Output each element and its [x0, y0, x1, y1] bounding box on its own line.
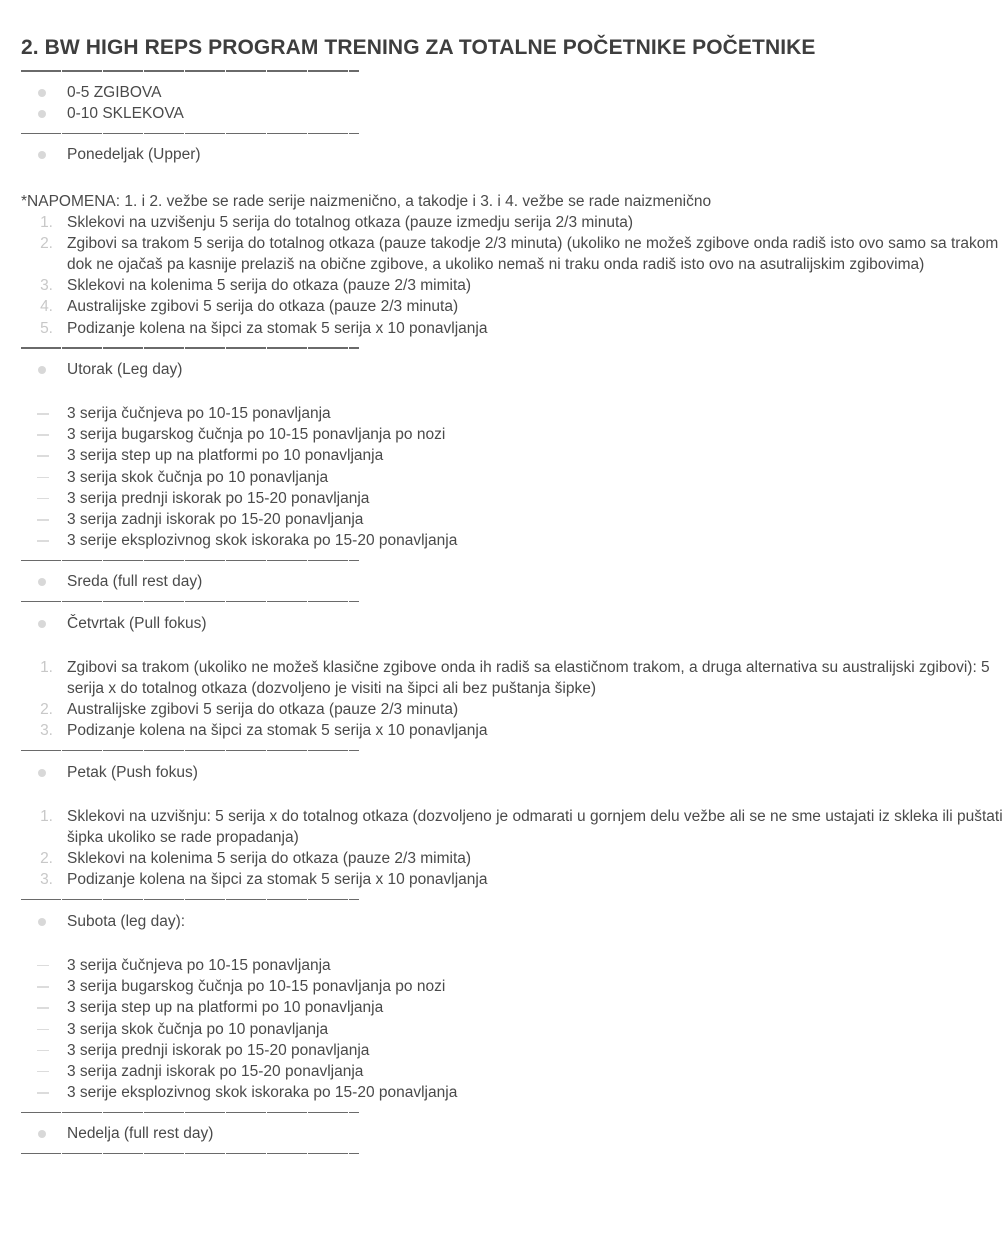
dash-icon: [37, 455, 49, 457]
item-text: Zgibovi sa trakom (ukoliko ne možeš klasične zgibove onda ih radiš sa elastičnom trakom, a druga alternativa su australijski zgibovi): 5 serija x do totalnog otkaza (dozvoljeno je visiti na šipci ali bez puštanja šipke): [67, 658, 990, 698]
friday-exercise-list: [21, 806, 1005, 891]
list-item: [21, 488, 1005, 509]
list-item: [21, 212, 1005, 233]
item-text: Australijske zgibovi 5 serija do otkaza (pauze 2/3 minuta): [67, 701, 459, 719]
saturday-exercise-list: [21, 955, 1005, 1103]
item-text: 3 serija zadnji iskorak po 15-20 ponavljanja: [67, 511, 364, 529]
item-text: Sklekovi na kolenima 5 serija do otkaza (pauze 2/3 mimita): [67, 277, 472, 295]
dash-icon: [37, 1029, 49, 1031]
item-text: 3 serija zadnji iskorak po 15-20 ponavljanja: [67, 1062, 364, 1080]
item-text: 3 serija skok čučnja po 10 ponavljanja: [67, 1020, 329, 1038]
list-number: 3.: [40, 871, 53, 889]
divider: [21, 551, 1005, 571]
list-item: [21, 424, 1005, 445]
divider: [21, 593, 1005, 613]
item-text: 3 serija bugarskog čučnja po 10-15 ponavljanja po nozi: [67, 426, 446, 444]
list-item: [21, 997, 1005, 1018]
list-item: [21, 1061, 1005, 1082]
day-label: Utorak (Leg day): [67, 360, 183, 378]
list-item: [21, 657, 1005, 699]
item-text: 3 serija čučnjeva po 10-15 ponavljanja: [67, 405, 331, 423]
list-number: 5.: [40, 319, 53, 337]
item-text: 0-5 ZGIBOVA: [67, 84, 162, 101]
item-text: Podizanje kolena na šipci za stomak 5 serija x 10 ponavljanja: [67, 722, 488, 740]
day-label: Sreda (full rest day): [67, 573, 203, 591]
item-text: 3 serija step up na platformi po 10 ponavljanja: [67, 999, 384, 1017]
list-item: [21, 1019, 1005, 1040]
list-item: [21, 318, 1005, 339]
dash-icon: [37, 498, 49, 500]
bullet-icon: [38, 1130, 46, 1138]
dash-icon: [37, 519, 49, 521]
list-item: [21, 509, 1005, 530]
list-item: [21, 848, 1005, 869]
bullet-icon: [38, 110, 46, 118]
list-number: 2.: [40, 701, 53, 719]
day-heading-monday: [21, 144, 1005, 165]
item-text: Zgibovi sa trakom 5 serija do totalnog otkaza (pauze takodje 2/3 minuta) (ukoliko ne možeš zgibove onda radiš isto ovo samo sa trakom dok ne ojačaš pa kasnije prelaziš na obične zgibove, a ukoliko nemaš ni traku onda radiš isto ovo na asutralijskim zgibovima): [67, 234, 999, 274]
divider: [21, 124, 1005, 144]
divider: [21, 1103, 1005, 1123]
list-item: [21, 955, 1005, 976]
day-heading-saturday: [21, 911, 1005, 932]
item-text: Australijske zgibovi 5 serija do otkaza (pauze 2/3 minuta): [67, 298, 459, 316]
dash-icon: [37, 986, 49, 988]
list-item: [21, 1082, 1005, 1103]
item-text: Sklekovi na kolenima 5 serija do otkaza (pauze 2/3 mimita): [67, 850, 472, 868]
list-item: [21, 699, 1005, 720]
list-item: [21, 806, 1005, 848]
item-text: 3 serije eksplozivnog skok iskoraka po 15-20 ponavljanja: [67, 1084, 458, 1102]
tuesday-exercise-list: [21, 403, 1005, 551]
day-label: Nedelja (full rest day): [67, 1125, 214, 1143]
day-heading-thursday: [21, 613, 1005, 634]
day-label: Četvrtak (Pull fokus): [67, 614, 207, 632]
list-item: [21, 445, 1005, 466]
dash-icon: [37, 1007, 49, 1009]
day-heading-friday: [21, 762, 1005, 783]
day-label: Ponedeljak (Upper): [67, 146, 201, 164]
dash-icon: [37, 540, 49, 542]
dash-icon: [37, 434, 49, 436]
item-text: Sklekovi na uzvišnju: 5 serija x do totalnog otkaza (dozvoljeno je odmarati u gornjem delu vežbe ali se ne sme ustajati iz skleka ili puštati šipka ukoliko se rade propadanja): [67, 807, 1003, 847]
list-item: [21, 275, 1005, 296]
monday-exercise-list: [21, 212, 1005, 339]
list-item: [21, 403, 1005, 424]
item-text: 3 serije eksplozivnog skok iskoraka po 15-20 ponavljanja: [67, 532, 458, 550]
list-item: [21, 103, 1005, 124]
item-text: 3 serija step up na platformi po 10 ponavljanja: [67, 447, 384, 465]
divider: [21, 339, 1005, 359]
bullet-icon: [38, 89, 46, 97]
list-number: 1.: [40, 213, 53, 231]
list-item: [21, 869, 1005, 890]
item-text: Sklekovi na uzvišenju 5 serija do totalnog otkaza (pauze izmedju serija 2/3 minuta): [67, 213, 634, 231]
item-text: Podizanje kolena na šipci za stomak 5 serija x 10 ponavljanja: [67, 319, 488, 337]
list-item: [21, 467, 1005, 488]
thursday-exercise-list: [21, 657, 1005, 742]
divider: [21, 742, 1005, 762]
divider: [21, 891, 1005, 911]
dash-icon: [37, 965, 49, 967]
list-item: [21, 233, 1005, 275]
dash-icon: [37, 413, 49, 415]
bullet-icon: [38, 918, 46, 926]
bullet-icon: [38, 578, 46, 586]
divider: [21, 62, 1005, 82]
list-number: 4.: [40, 298, 53, 316]
dash-icon: [37, 1050, 49, 1052]
item-text: 3 serija prednji iskorak po 15-20 ponavljanja: [67, 1041, 370, 1059]
list-number: 1.: [40, 658, 53, 676]
day-heading-sunday: [21, 1123, 1005, 1144]
day-label: Subota (leg day):: [67, 912, 186, 930]
dash-icon: [37, 477, 49, 479]
list-number: 3.: [40, 722, 53, 740]
divider: [21, 1145, 1005, 1165]
list-number: 3.: [40, 277, 53, 295]
list-number: 2.: [40, 234, 53, 252]
page-title: 2. BW HIGH REPS PROGRAM TRENING ZA TOTALNE POČETNIKE POČETNIKE: [21, 36, 816, 59]
list-item: [21, 530, 1005, 551]
note: *NAPOMENA: 1. i 2. vežbe se rade serije naizmenično, a takodje i 3. i 4. vežbe se rade naizmenično: [21, 192, 712, 210]
bullet-icon: [38, 151, 46, 159]
bullet-icon: [38, 620, 46, 628]
requirements-list: [21, 82, 1005, 124]
list-item: [21, 296, 1005, 317]
item-text: 3 serija bugarskog čučnja po 10-15 ponavljanja po nozi: [67, 978, 446, 996]
item-text: 3 serija prednji iskorak po 15-20 ponavljanja: [67, 489, 370, 507]
list-item: [21, 1040, 1005, 1061]
bullet-icon: [38, 366, 46, 374]
list-number: 1.: [40, 807, 53, 825]
item-text: 0-10 SKLEKOVA: [67, 105, 184, 123]
list-item: [21, 976, 1005, 997]
day-label: Petak (Push fokus): [67, 763, 198, 781]
list-item: [21, 720, 1005, 741]
item-text: 3 serija čučnjeva po 10-15 ponavljanja: [67, 956, 331, 974]
item-text: Podizanje kolena na šipci za stomak 5 serija x 10 ponavljanja: [67, 871, 488, 889]
item-text: 3 serija skok čučnja po 10 ponavljanja: [67, 468, 329, 486]
dash-icon: [37, 1092, 49, 1094]
day-heading-tuesday: [21, 359, 1005, 380]
dash-icon: [37, 1071, 49, 1073]
list-item: [21, 82, 1005, 103]
bullet-icon: [38, 769, 46, 777]
list-number: 2.: [40, 850, 53, 868]
day-heading-wednesday: [21, 571, 1005, 592]
